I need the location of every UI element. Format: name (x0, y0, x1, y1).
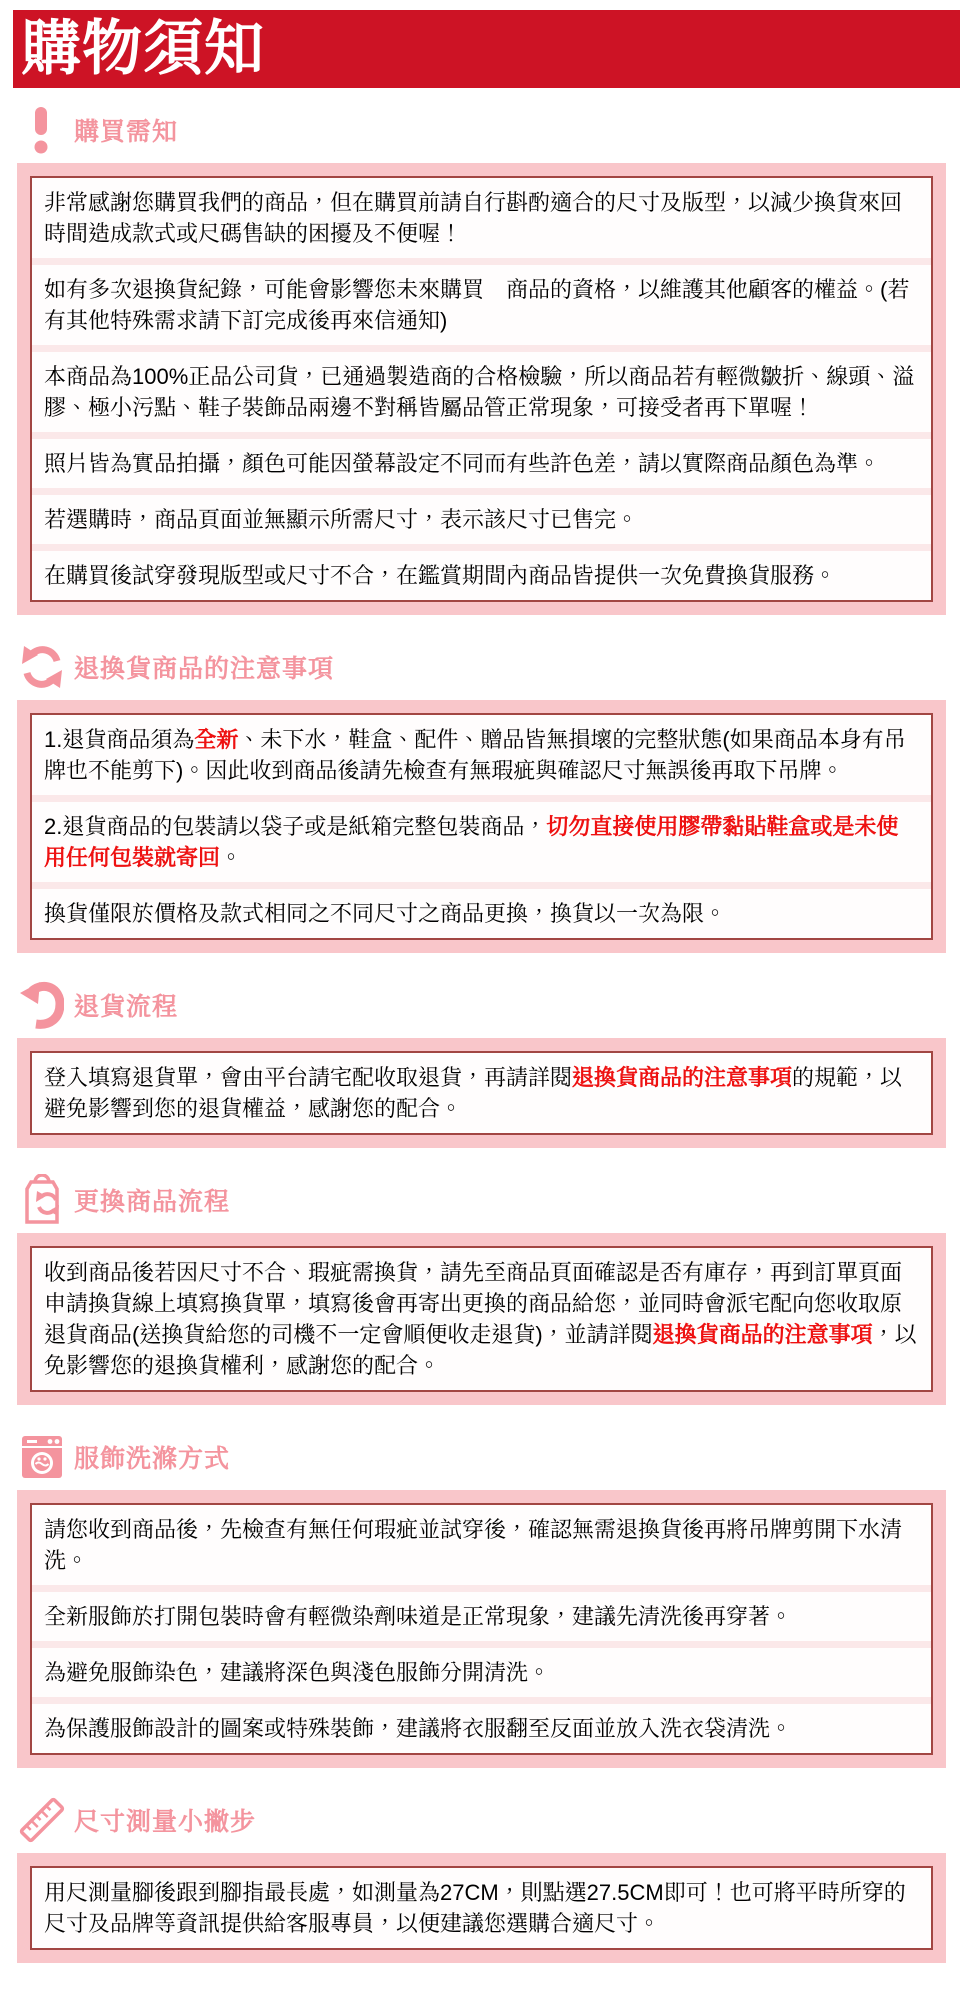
section-panel (17, 1853, 946, 1963)
notice-text: 。 (220, 845, 243, 870)
notice-section (0, 104, 960, 615)
section-header (18, 104, 960, 156)
washing-machine-icon (18, 1431, 66, 1483)
notice-paragraph (32, 715, 931, 795)
notice-paragraph (32, 1585, 931, 1641)
notice-paragraph (32, 1505, 931, 1585)
notice-text: 全新服飾於打開包裝時會有輕微染劑味道是正常現象，建議先清洗後再穿著。 (44, 1604, 793, 1629)
emphasis-text: 退換貨商品的注意事項 (652, 1322, 873, 1347)
notice-text: 換貨僅限於價格及款式相同之不同尺寸之商品更換，換貨以一次為限。 (44, 901, 727, 926)
section-content-box (30, 1866, 933, 1950)
notice-text: 請您收到商品後，先檢查有無任何瑕疵並試穿後，確認無需退換貨後再將吊牌剪開下水清洗。 (44, 1517, 903, 1573)
notice-paragraph (32, 544, 931, 600)
notice-text: 為保護服飾設計的圖案或特殊裝飾，建議將衣服翻至反面並放入洗衣袋清洗。 (44, 1716, 793, 1741)
emphasis-text: 全新 (194, 727, 239, 752)
section-header (18, 1794, 960, 1846)
notice-paragraph (32, 1248, 931, 1390)
notice-text: 非常感謝您購買我們的商品，但在購買前請自行斟酌適合的尺寸及版型，以減少換貨來回時間造成款式或尺碼售缺的困擾及不便喔！ (44, 190, 903, 246)
section-title: 尺寸測量小撇步 (74, 1808, 257, 1836)
section-content-box (30, 713, 933, 940)
section-title: 購買需知 (74, 118, 179, 146)
notice-text: 2.退貨商品的包裝請以袋子或是紙箱完整包裝商品， (44, 814, 547, 839)
notice-section (0, 641, 960, 953)
notice-section (0, 1174, 960, 1405)
notice-paragraph (32, 488, 931, 544)
notice-paragraph (32, 1641, 931, 1697)
notice-text: 若選購時，商品頁面並無顯示所需尺寸，表示該尺寸已售完。 (44, 507, 639, 532)
notice-text: 用尺測量腳後跟到腳指最長處，如測量為27CM，則點選27.5CM即可！也可將平時所穿的尺寸及品牌等資訊提供給客服專員，以便建議您選購合適尺寸。 (44, 1880, 906, 1936)
section-header (18, 1431, 960, 1483)
section-panel (17, 1490, 946, 1768)
section-content-box (30, 1246, 933, 1392)
notice-text: 如有多次退換貨紀錄，可能會影響您未來購買 商品的資格，以維護其他顧客的權益。(若有其他特殊需求請下訂完成後再來信通知) (44, 277, 910, 333)
notice-text: 本商品為100%正品公司貨，已通過製造商的合格檢驗，所以商品若有輕微皺折、線頭、溢膠、極小污點、鞋子裝飾品兩邊不對稱皆屬品管正常現象，可接受者再下單喔！ (44, 364, 915, 420)
notice-paragraph (32, 1053, 931, 1133)
section-panel (17, 1038, 946, 1148)
section-header (18, 979, 960, 1031)
page-title: 購物須知 (21, 15, 265, 82)
notice-paragraph (32, 1868, 931, 1948)
section-title: 服飾洗滌方式 (74, 1445, 231, 1473)
notice-text: 1.退貨商品須為 (44, 727, 195, 752)
notice-paragraph (32, 795, 931, 882)
section-header (18, 1174, 960, 1226)
notice-paragraph (32, 178, 931, 258)
section-panel (17, 700, 946, 953)
notice-text: 為避免服飾染色，建議將深色與淺色服飾分開清洗。 (44, 1660, 551, 1685)
notice-paragraph (32, 258, 931, 345)
page-title-banner (13, 10, 960, 88)
notice-section (0, 1794, 960, 1963)
section-title: 退貨流程 (74, 993, 179, 1021)
section-panel (17, 1233, 946, 1405)
bag-exchange-icon (18, 1174, 66, 1226)
notice-text: 收到商品後若因尺寸不合、瑕疵需換貨，請先至商品頁面確認是否有庫存，再到訂單頁面申請換貨線上填寫換貨單，填寫後會再寄出更換的商品給您，並同時會派宅配向您收取原退貨商品(送換貨給您的司機不一定會順便收走退貨)，並請詳閱 (44, 1260, 903, 1347)
emphasis-text: 切勿直接使用膠帶黏貼鞋盒或是未使用任何包裝就寄回 (44, 814, 899, 870)
section-title: 退換貨商品的注意事項 (74, 655, 335, 683)
notice-paragraph (32, 1697, 931, 1753)
notice-section (0, 979, 960, 1148)
section-title: 更換商品流程 (74, 1188, 231, 1216)
undo-arrow-icon (18, 979, 66, 1031)
section-content-box (30, 176, 933, 602)
sections-container (0, 104, 960, 1963)
exclamation-icon (18, 104, 66, 156)
notice-text: 照片皆為實品拍攝，顏色可能因螢幕設定不同而有些許色差，請以實際商品顏色為準。 (44, 451, 881, 476)
section-header (18, 641, 960, 693)
section-content-box (30, 1503, 933, 1755)
section-panel (17, 163, 946, 615)
cycle-arrows-icon (18, 641, 66, 693)
notice-text: ，以免影響您的退換貨權利，感謝您的配合。 (44, 1322, 917, 1378)
emphasis-text: 退換貨商品的注意事項 (572, 1065, 793, 1090)
notice-paragraph (32, 345, 931, 432)
notice-text: 、未下水，鞋盒、配件、贈品皆無損壞的完整狀態(如果商品本身有吊牌也不能剪下)。因此收到商品後請先檢查有無瑕疵與確認尺寸無誤後再取下吊牌。 (44, 727, 906, 783)
ruler-icon (18, 1794, 66, 1846)
notice-text: 的規範，以避免影響到您的退貨權益，感謝您的配合。 (44, 1065, 903, 1121)
notice-paragraph (32, 432, 931, 488)
notice-text: 在購買後試穿發現版型或尺寸不合，在鑑賞期間內商品皆提供一次免費換貨服務。 (44, 563, 837, 588)
notice-section (0, 1431, 960, 1768)
notice-paragraph (32, 882, 931, 938)
notice-text: 登入填寫退貨單，會由平台請宅配收取退貨，再請詳閱 (44, 1065, 573, 1090)
section-content-box (30, 1051, 933, 1135)
